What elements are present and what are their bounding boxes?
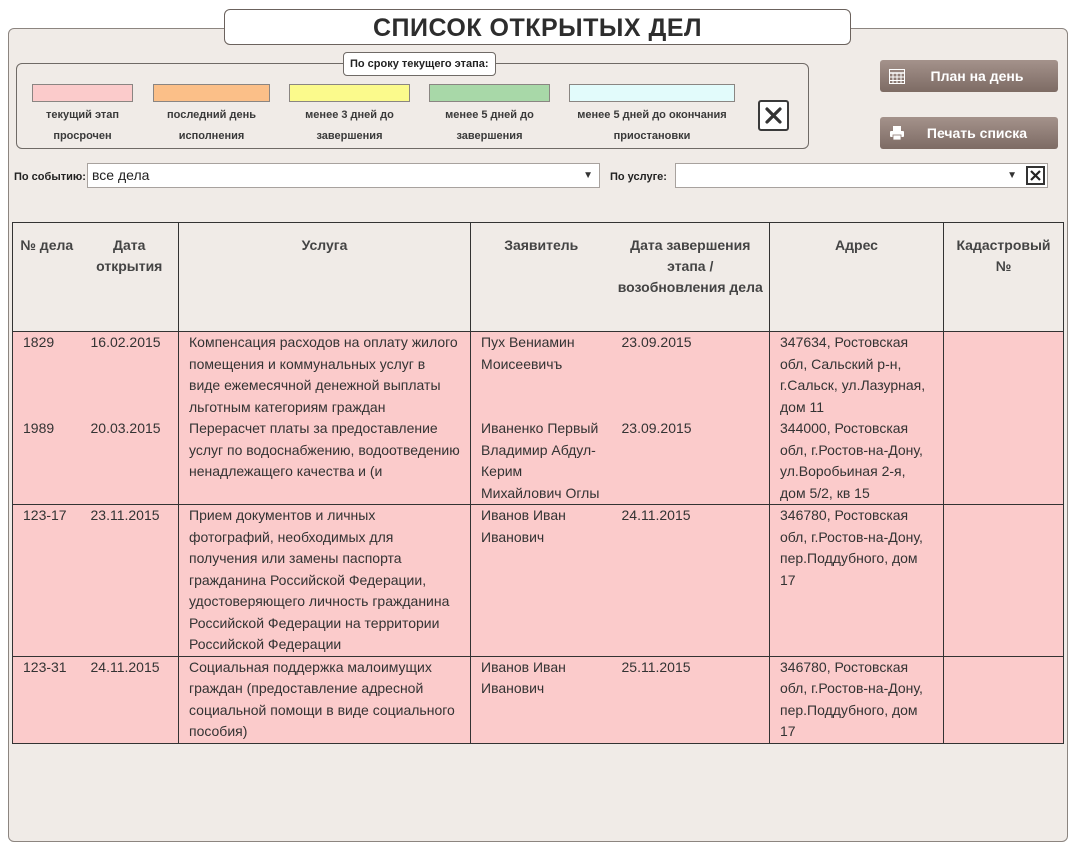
calendar-icon xyxy=(888,67,906,85)
cell-service: Перерасчет платы за предоставление услуг по водоснабжению, водоотведению ненадлежащего качества и (и xyxy=(179,418,471,505)
legend-label-suspension: менее 5 дней до окончания приостановки xyxy=(577,109,727,142)
header-case-number[interactable]: № дела xyxy=(13,223,81,332)
legend-swatch-5-days[interactable] xyxy=(429,84,550,102)
close-icon xyxy=(1030,170,1041,181)
table-row[interactable] xyxy=(13,418,1064,505)
table-row[interactable] xyxy=(13,505,1064,657)
page-title: СПИСОК ОТКРЫТЫХ ДЕЛ xyxy=(224,9,851,45)
cell-applicant: Иваненко Первый Владимир Абдул-Керим Михайлович Оглы xyxy=(471,418,612,505)
event-filter-label: По событию: xyxy=(14,171,86,183)
cell-open-date: 23.11.2015 xyxy=(81,505,179,657)
cell-case-number: 1829 xyxy=(13,332,81,419)
cell-applicant: Иванов Иван Иванович xyxy=(471,505,612,657)
printer-icon xyxy=(888,124,906,142)
cell-end-date: 24.11.2015 xyxy=(612,505,770,657)
legend-caption: По сроку текущего этапа: xyxy=(343,52,496,76)
cell-address: 346780, Ростовская обл, г.Ростов-на-Дону, пер.Поддубного, дом 17 xyxy=(770,505,944,657)
cell-case-number: 123-17 xyxy=(13,505,81,657)
legend-swatch-last-day[interactable] xyxy=(153,84,270,102)
close-icon xyxy=(765,107,782,124)
table-row[interactable] xyxy=(13,332,1064,419)
service-filter-select[interactable] xyxy=(675,163,1048,188)
legend-swatch-overdue[interactable] xyxy=(32,84,133,102)
cell-address: 344000, Ростовская обл, г.Ростов-на-Дону, ул.Воробьиная 2-я, дом 5/2, кв 15 xyxy=(770,418,944,505)
header-end-date[interactable]: Дата завершения этапа / возобновления дела xyxy=(612,223,770,332)
cell-open-date: 16.02.2015 xyxy=(81,332,179,419)
cell-service: Компенсация расходов на оплату жилого помещения и коммунальных услуг в виде ежемесячной денежной выплаты льготным категориям граждан xyxy=(179,332,471,419)
cell-end-date: 25.11.2015 xyxy=(612,656,770,743)
cell-cadastral xyxy=(944,332,1064,419)
header-open-date[interactable]: Дата открытия xyxy=(81,223,179,332)
header-service[interactable]: Услуга xyxy=(179,223,471,332)
cell-case-number: 1989 xyxy=(13,418,81,505)
print-list-button[interactable] xyxy=(880,117,1058,149)
service-filter-clear-button[interactable] xyxy=(1026,166,1045,185)
table-row[interactable] xyxy=(13,656,1064,743)
header-applicant[interactable]: Заявитель xyxy=(471,223,612,332)
event-filter-select[interactable] xyxy=(87,163,600,188)
cell-end-date: 23.09.2015 xyxy=(612,418,770,505)
header-cadastral[interactable]: Кадастровый № xyxy=(944,223,1064,332)
service-filter-label: По услуге: xyxy=(610,171,667,183)
table-header-row xyxy=(13,223,1064,332)
dropdown-arrow-icon: ▼ xyxy=(583,170,593,181)
event-filter-value: все дела xyxy=(92,167,150,183)
cell-address: 347634, Ростовская обл, Сальский р-н, г.Сальск, ул.Лазурная, дом 11 xyxy=(770,332,944,419)
legend-label-3-days: менее 3 дней до завершения xyxy=(305,109,394,142)
cases-table xyxy=(12,222,1064,744)
cell-open-date: 24.11.2015 xyxy=(81,656,179,743)
cell-case-number: 123-31 xyxy=(13,656,81,743)
legend-swatch-3-days[interactable] xyxy=(289,84,410,102)
cell-cadastral xyxy=(944,656,1064,743)
header-address[interactable]: Адрес xyxy=(770,223,944,332)
cell-end-date: 23.09.2015 xyxy=(612,332,770,419)
cell-open-date: 20.03.2015 xyxy=(81,418,179,505)
plan-for-day-label: План на день xyxy=(930,68,1024,84)
legend-label-overdue: текущий этап просрочен xyxy=(45,109,120,142)
plan-for-day-button[interactable] xyxy=(880,60,1058,92)
legend-label-5-days: менее 5 дней до завершения xyxy=(445,109,534,142)
cell-address: 346780, Ростовская обл, г.Ростов-на-Дону, пер.Поддубного, дом 17 xyxy=(770,656,944,743)
legend-label-last-day: последний день исполнения xyxy=(166,109,256,142)
legend-close-button[interactable] xyxy=(758,100,789,131)
cell-cadastral xyxy=(944,505,1064,657)
print-list-label: Печать списка xyxy=(926,125,1028,141)
cell-service: Прием документов и личных фотографий, необходимых для получения или замены паспорта гражданина Российской Федерации, удостоверяющего личность гражданина Российской Федерации на территории Российской Федерации xyxy=(179,505,471,657)
cell-service: Социальная поддержка малоимущих граждан (предоставление адресной социальной помощи в виде социального пособия) xyxy=(179,656,471,743)
cell-applicant: Иванов Иван Иванович xyxy=(471,656,612,743)
cell-cadastral xyxy=(944,418,1064,505)
cell-applicant: Пух Вениамин Моисеевичъ xyxy=(471,332,612,419)
dropdown-arrow-icon: ▼ xyxy=(1007,170,1017,181)
legend-swatch-suspension[interactable] xyxy=(569,84,735,102)
